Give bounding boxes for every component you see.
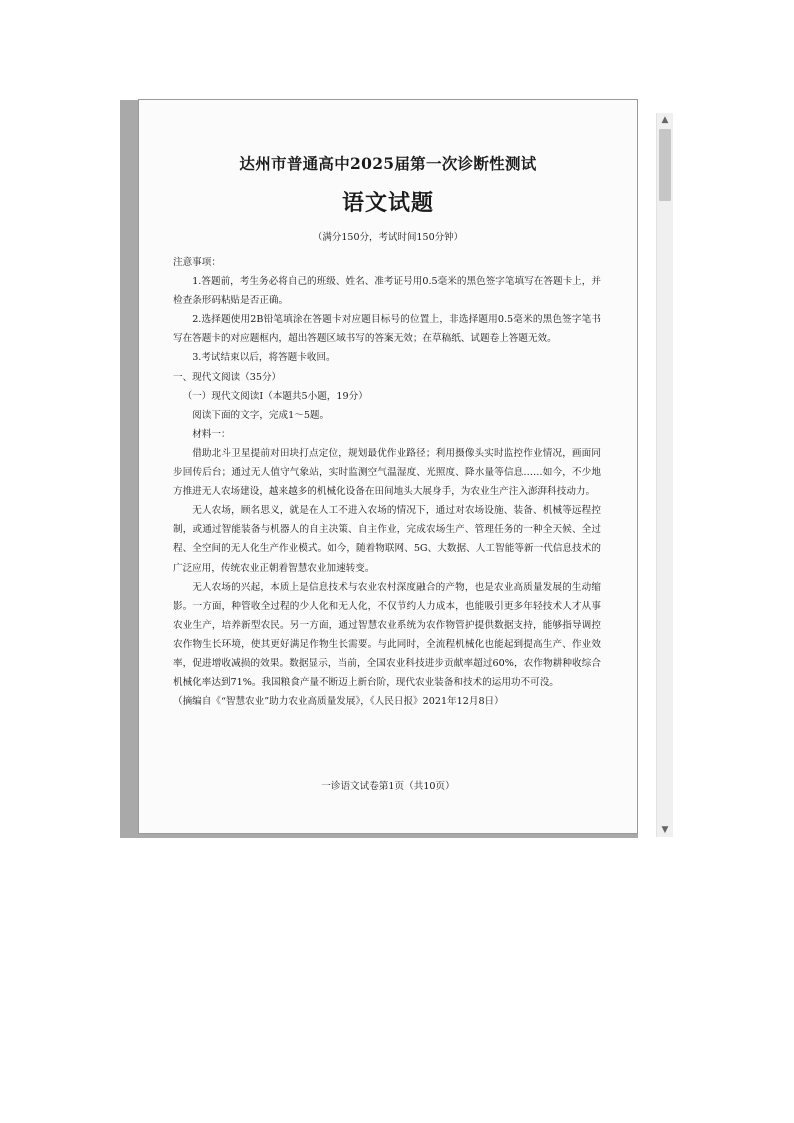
source-citation: （摘编自《“智慧农业”助力农业高质量发展》，《人民日报》2021年12月8日） [173, 696, 504, 708]
paragraph-1: 借助北斗卫星提前对田块打点定位，规划最优作业路径；利用摄像头实时监控作业情况，画面同步回传后台；通过无人值守气象站，实时监测空气温湿度、光照度、降水量等信息……如今，不少地方推进无人农场建设，越来越多的机械化设备在田间地头大展身手，为农业生产注入澎湃科技动力。 [173, 447, 601, 498]
document-viewer [120, 100, 638, 838]
paragraph-2: 无人农场，顾名思义，就是在人工不进入农场的情况下，通过对农场设施、装备、机械等远程控制，或通过智能装备与机器人的自主决策、自主作业，完成农场生产、管理任务的一种全天候、全过程、全空间的无人化生产作业模式。如今，随着物联网、5G、大数据、人工智能等新一代信息技术的广泛应用，传统农业正朝着智慧农业加速转变。 [173, 505, 601, 574]
scrollbar-thumb[interactable] [659, 129, 671, 201]
vertical-scrollbar[interactable] [656, 113, 673, 837]
notice-heading: 注意事项： [173, 257, 221, 268]
subsection-heading: （一）现代文阅读Ⅰ（本题共5小题，19分） [182, 390, 368, 402]
document-body [173, 253, 601, 711]
subject-title: 语文试题 [341, 190, 434, 216]
notice-2: 2.选择题使用2B铅笔填涂在答题卡对应题目标号的位置上，非选择题用0.5毫米的黑色签字笔书写在答题卡的对应题框内，超出答题区域书写的答案无效；在草稿纸、试题卷上答题无效。 [173, 314, 601, 345]
section-heading: 一、现代文阅读（35分） [173, 371, 282, 383]
reading-instruction: 阅读下面的文字，完成1～5题。 [192, 409, 330, 421]
notice-3: 3.考试结束以后，将答题卡收回。 [192, 352, 336, 364]
scroll-down-icon[interactable]: ▼ [661, 825, 669, 835]
material-label: 材料一： [192, 428, 231, 440]
notice-1: 1.答题前，考生务必将自己的班级、姓名、准考证号用0.5毫米的黑色签字笔填写在答题卡上，并检查条形码粘贴是否正确。 [173, 276, 601, 307]
document-page [139, 100, 637, 833]
paragraph-3: 无人农场的兴起，本质上是信息技术与农业农村深度融合的产物，也是农业高质量发展的生动缩影。一方面，种管收全过程的少人化和无人化，不仅节约人力成本，也能吸引更多年轻技术人才从事农业生产，培养新型农民。另一方面，通过智慧农业系统为农作物管护提供数据支持，能够指导调控农作物生长环境，使其更好满足作物生长需要。与此同时，全流程机械化也能起到提高生产、作业效率，促进增收减损的效果。数据显示，当前，全国农业科技进步贡献率超过60%，农作物耕种收综合机械化率达到71%。我国粮食产量不断迈上新台阶，现代农业装备和技术的运用功不可没。 [173, 581, 601, 689]
exam-title: 达州市普通高中2025届第一次诊断性测试 [239, 154, 537, 173]
exam-info: （满分150分，考试时间150分钟） [312, 232, 464, 243]
page-footer: 一诊语文试卷第1页（共10页） [321, 781, 455, 792]
scroll-up-icon[interactable]: ▲ [661, 115, 669, 125]
